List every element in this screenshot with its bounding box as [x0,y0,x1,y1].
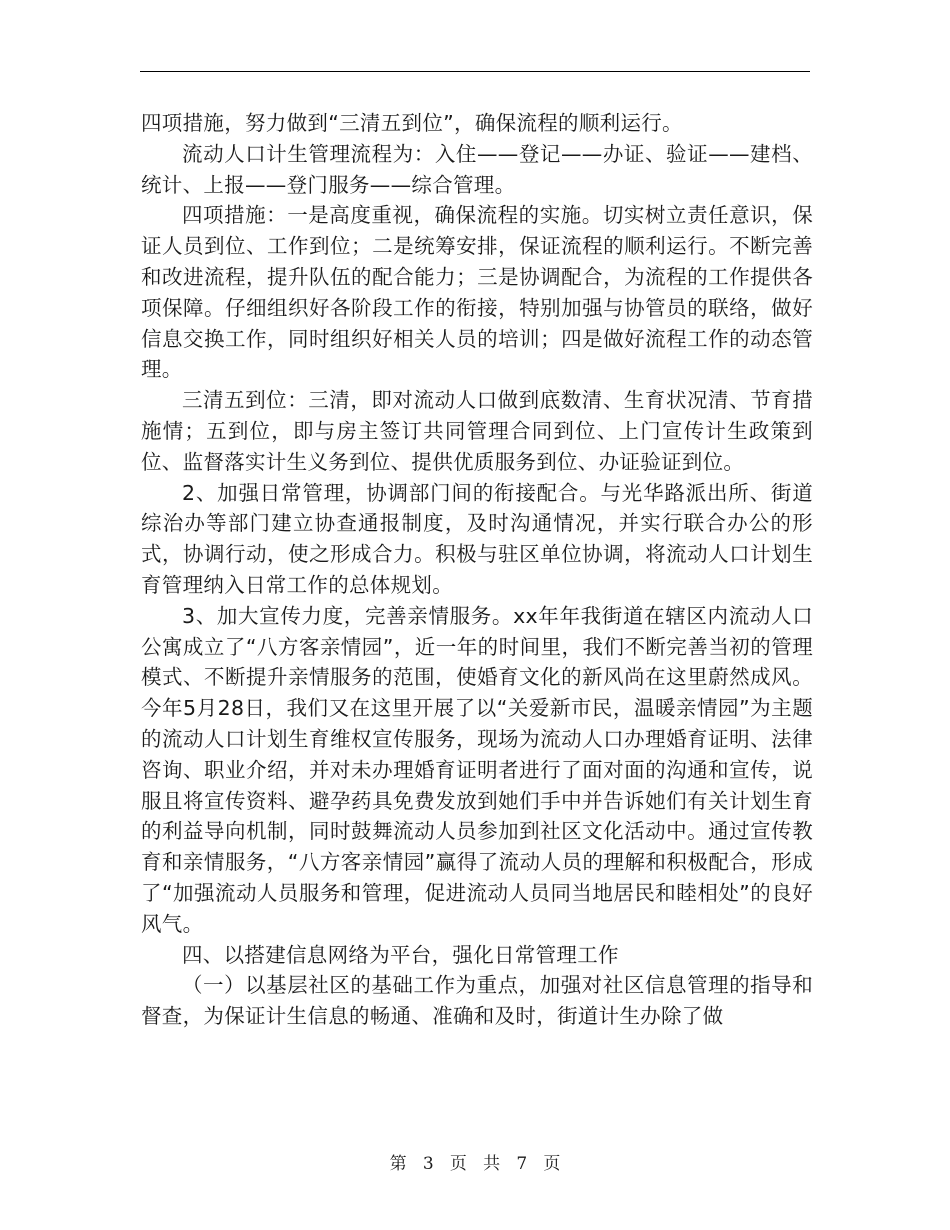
paragraph: 四项措施，努力做到“三清五到位”，确保流程的顺利运行。 [141,111,683,135]
section-heading: 四、以搭建信息网络为平台，强化日常管理工作 [182,942,619,967]
footer-label-total: 共 [483,1154,501,1174]
header-rule [140,71,810,72]
footer-label-page: 第 [389,1154,407,1174]
paragraph: 流动人口计生管理流程为：入住——登记——办证、验证——建档、统计、上报——登门服务——综合管理。 [141,141,813,197]
paragraph: 三清五到位：三清，即对流动人口做到底数清、生育状况清、节育措施情；五到位，即与房主签订共同管理合同到位、上门宣传计生政策到位、监督落实计生义务到位、提供优质服务到位、办证验证到位。 [141,388,813,474]
page-footer [0,1152,950,1176]
current-page-number: 3 [422,1154,434,1174]
footer-label-unit: 页 [449,1154,467,1174]
body-text [141,108,813,1032]
paragraph: 2、加强日常管理，协调部门间的衔接配合。与光华路派出所、街道综治办等部门建立协查通报制度，及时沟通情况，并实行联合办公的形式，协调行动，使之形成合力。积极与驻区单位协调，将流动人口计划生育管理纳入日常工作的总体规划。 [141,480,813,597]
paragraph: 3、加大宣传力度，完善亲情服务。xx年年我街道在辖区内流动人口公寓成立了“八方客亲情园”，近一年的时间里，我们不断完善当初的管理模式、不断提升亲情服务的范围，使婚育文化的新风尚在这里蔚然成风。今年5月28日，我们又在这里开展了以“关爱新市民，温暖亲情园”为主题的流动人口计划生育维权宣传服务，现场为流动人口办理婚育证明、法律咨询、职业介绍，并对未办理婚育证明者进行了面对面的沟通和宣传，说服且将宣传资料、避孕药具免费发放到她们手中并告诉她们有关计划生育的利益导向机制，同时鼓舞流动人员参加到社区文化活动中。通过宣传教育和亲情服务，“八方客亲情园”赢得了流动人员的理解和积极配合，形成了“加强流动人员服务和管理，促进流动人员同当地居民和睦相处”的良好风气。 [141,603,813,936]
total-pages-number: 7 [516,1154,528,1174]
footer-label-unit-end: 页 [543,1154,561,1174]
paragraph: 四项措施：一是高度重视，确保流程的实施。切实树立责任意识，保证人员到位、工作到位；二是统筹安排，保证流程的顺利运行。不断完善和改进流程，提升队伍的配合能力；三是协调配合，为流程的工作提供各项保障。仔细组织好各阶段工作的衔接，特别加强与协管员的联络，做好信息交换工作，同时组织好相关人员的培训；四是做好流程工作的动态管理。 [141,203,813,382]
paragraph: （一）以基层社区的基础工作为重点，加强对社区信息管理的指导和督查，为保证计生信息的畅通、准确和及时，街道计生办除了做 [141,973,813,1029]
